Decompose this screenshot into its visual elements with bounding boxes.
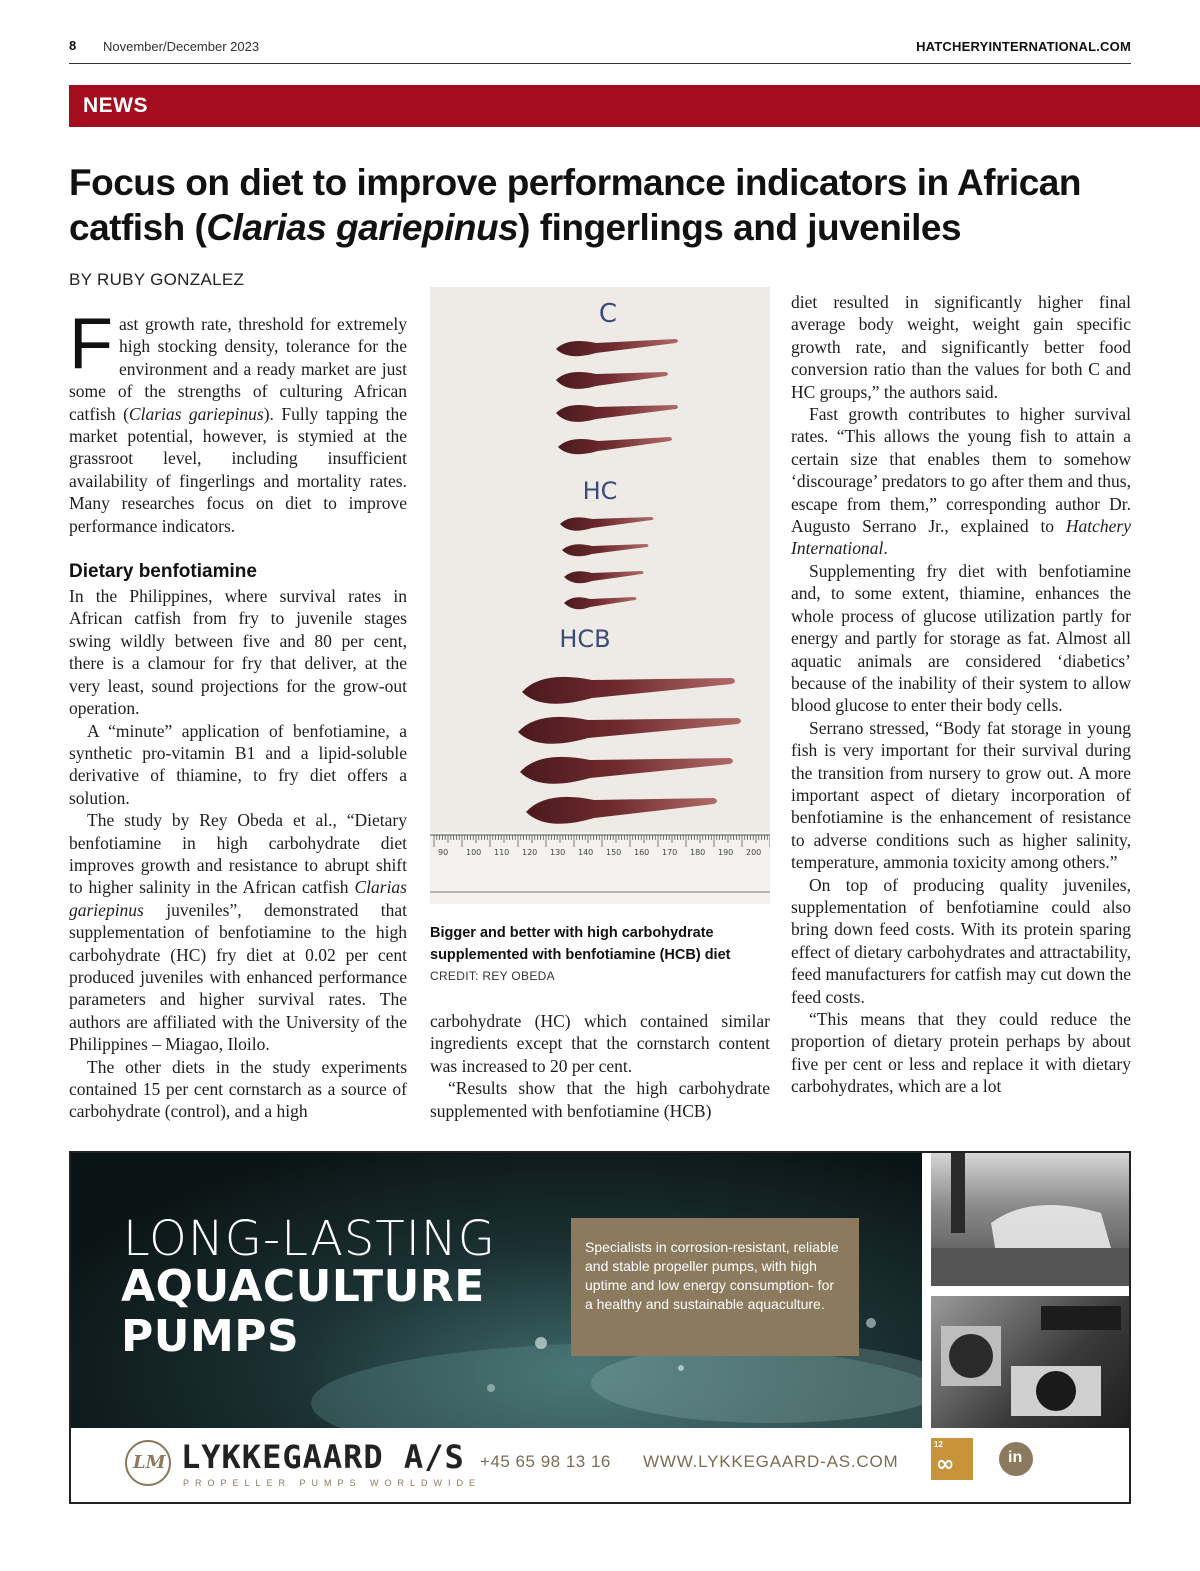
pump-outflow-image [931, 1153, 1131, 1286]
ruler-label: 150 [606, 848, 622, 857]
label-hcb: HCB [559, 625, 611, 653]
company-name: LYKKEGAARD A/S [181, 1438, 465, 1476]
ad-headline-3: PUMPS [121, 1311, 300, 1362]
ad-hero [71, 1153, 922, 1428]
ruler-label: 200 [746, 848, 762, 857]
photo-caption: Bigger and better with high carbohydrate supplemented with benfotiamine (HCB) diet [430, 925, 731, 963]
ruler-label: 140 [578, 848, 594, 857]
headline: Focus on diet to improve performance indicators in African catfish (Clarias gariepinus) fingerlings and juveniles [69, 162, 1081, 248]
ruler-label: 90 [438, 848, 449, 857]
ruler [430, 832, 770, 904]
page-header [69, 36, 1131, 64]
lead-paragraph: Fast growth rate, threshold for extremely high stocking density, tolerance for the environment and a ready market are just some of the strengths of culturing African catfish (Clarias gariepinus). Fully tapping the market potential, however, is stymied at the grassroot level, including insufficient availability of fingerlings and mortality rates. Many researches focus on diet to improve performance indicators. [69, 304, 408, 536]
paragraph: The study by Rey Obeda et al., “Dietary benfotiamine in high carbohydrate diet improves growth and resistance to abrupt shift to higher salinity in the African catfish Clarias gariepinus juveniles”, demonstrated that supplementation of benfotiamine to the high carbohydrate (HC) fry diet at 0.02 per cent produced juveniles with enhanced performance parameters and higher survival rates. The authors are affiliated with the University of the Philippines – Miagao, Iloilo. [69, 810, 407, 1055]
ruler-label: 170 [662, 848, 678, 857]
ruler-label: 180 [690, 848, 706, 857]
ruler-label: 160 [634, 848, 650, 857]
article-column-3 [791, 291, 1131, 1098]
paragraph: A “minute” application of benfotiamine, a synthetic pro-vitamin B1 and a lipid-soluble derivative of thiamine, to fry diet offers a solution. [69, 720, 407, 808]
paragraph: Serrano stressed, “Body fat storage in young fish is very important for their survival during the transition from nursery to grow out. A more important aspect of dietary incorporation of benfotiamine is the enhancement of resistance to adverse conditions such as higher salinity, temperature, ammonia toxicity among others.” [791, 717, 1131, 873]
company-logo-icon: LM [125, 1440, 171, 1486]
paragraph: Supplementing fry diet with benfotiamine and, to some extent, thiamine, enhances the whole process of glucose utilization partly for energy and partly for storage as fat. Almost all aquatic animals are considered ‘diabetics’ because of the inability of their system to allow blood glucose to enter their body cells. [791, 560, 1131, 716]
ad-footer [71, 1428, 1131, 1504]
ruler-label: 130 [550, 848, 566, 857]
byline: BY RUBY GONZALEZ [69, 270, 245, 289]
article-column-1 [69, 304, 408, 1123]
catfish-photo-illustration [430, 287, 770, 904]
company-tagline: PROPELLER PUMPS WORLDWIDE [183, 1478, 482, 1488]
pump-outflow-graphic [931, 1153, 1131, 1286]
label-c: C [598, 299, 618, 329]
pumps-machinery-image [931, 1296, 1131, 1428]
section-label: NEWS [83, 94, 148, 117]
paragraph: The other diets in the study experiments contained 15 per cent cornstarch as a source of carbohydrate (control), and a high [69, 1056, 407, 1122]
ad-headline-1: LONG-LASTING [123, 1211, 496, 1267]
ad-description: Specialists in corrosion-resistant, reliable and stable propeller pumps, with high uptime and low energy consumption- for a healthy and sustainable aquaculture. [571, 1218, 859, 1356]
ad-website[interactable]: WWW.LYKKEGAARD-AS.COM [643, 1452, 899, 1471]
ruler-label: 190 [718, 848, 734, 857]
paragraph: In the Philippines, where survival rates in African catfish from fry to juvenile stages swing wildly between five and 80 per cent, there is a clamour for fry that deliver, at the very least, sound projections for the grow-out operation. [69, 586, 407, 719]
ad-phone[interactable]: +45 65 98 13 16 [480, 1452, 611, 1471]
paragraph: diet resulted in significantly higher final average body weight, weight gain specific growth rate, and significantly better food conversion ratio than the values for both C and HC groups,” the authors said. [791, 292, 1131, 402]
paragraph: “This means that they could reduce the proportion of dietary protein perhaps by about five per cent or less and replace it with dietary carbohydrates, which are a lot [791, 1009, 1131, 1097]
sdg-icon: 12 ∞ [931, 1438, 973, 1480]
photo-credit: CREDIT: REY OBEDA [430, 969, 555, 983]
ruler-label: 120 [522, 848, 538, 857]
linkedin-icon[interactable]: in [999, 1442, 1033, 1476]
pumps-machinery-graphic [931, 1296, 1131, 1428]
ruler-label: 110 [494, 848, 510, 857]
site-name[interactable]: HATCHERYINTERNATIONAL.COM [916, 39, 1131, 54]
issue-date: November/December 2023 [103, 39, 260, 54]
ad-headline-2: AQUACULTURE [121, 1261, 485, 1312]
advertisement[interactable] [69, 1151, 1131, 1504]
label-hc: HC [582, 477, 618, 505]
paragraph: On top of producing quality juveniles, supplementation of benfotiamine could also bring down feed costs. With its protein sparing effect of dietary carbohydrates and attractability, feed manufacturers for catfish may cut down the feed costs. [791, 874, 1131, 1007]
paragraph: Fast growth contributes to higher survival rates. “This allows the young fish to attain a certain size that enables them to somehow ‘discourage’ predators to go after them and thus, escape from them,” corresponding author Dr. Augusto Serrano Jr., explained to Hatchery International. [791, 404, 1131, 559]
subhead: Dietary benfotiamine [69, 561, 257, 583]
drop-cap: F [69, 304, 113, 384]
catfish-photo [430, 287, 770, 904]
page-number: 8 [69, 38, 77, 53]
section-bar [69, 85, 1200, 127]
ad-side-images [931, 1153, 1131, 1428]
paragraph: carbohydrate (HC) which contained similar ingredients except that the cornstarch content was increased to 20 per cent. [430, 1011, 770, 1076]
paragraph: “Results show that the high carbohydrate supplemented with benfotiamine (HCB) [430, 1078, 770, 1121]
article-column-2 [430, 1010, 770, 1122]
ruler-label: 100 [466, 848, 482, 857]
